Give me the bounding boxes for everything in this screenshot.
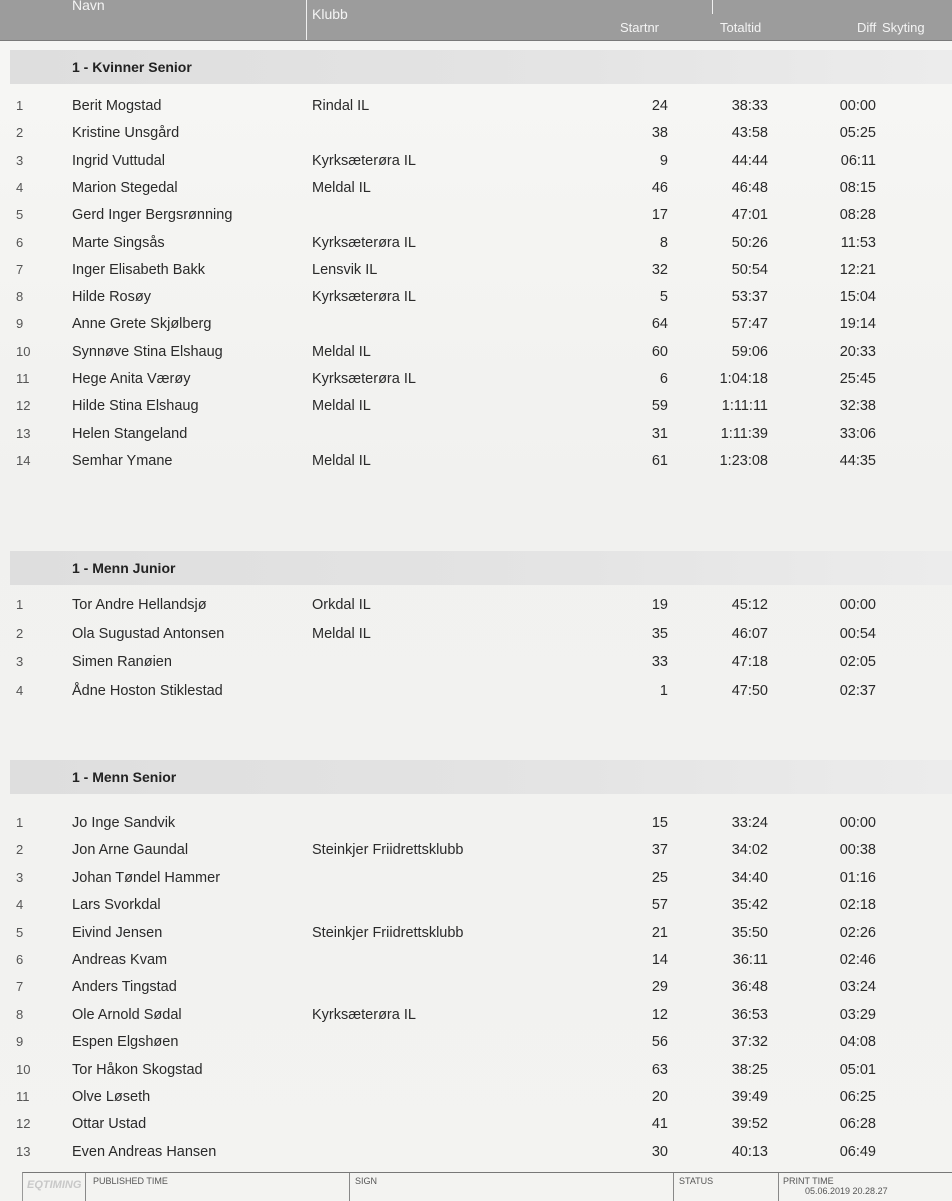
start-number: 29: [651, 979, 668, 996]
time-diff: 05:25: [839, 125, 876, 142]
start-number: 6: [659, 371, 668, 387]
athlete-name: Semhar Ymane: [72, 452, 173, 469]
column-header-name: Navn: [72, 0, 105, 13]
start-number: 41: [651, 1116, 668, 1133]
status-label: STATUS: [679, 1176, 714, 1186]
start-number: 63: [651, 1061, 668, 1078]
time-diff: 25:45: [839, 371, 876, 387]
total-time: 36:53: [731, 1006, 768, 1023]
rank-cell: 4: [16, 682, 24, 698]
club-name: Meldal IL: [312, 179, 371, 196]
result-row: [0, 870, 952, 896]
total-time: 47:50: [731, 682, 768, 699]
total-time: 57:47: [731, 316, 768, 333]
start-number: 59: [651, 398, 668, 415]
total-time: 46:07: [731, 625, 768, 642]
total-time: 50:26: [731, 234, 768, 251]
column-header-diff: Diff: [857, 20, 877, 35]
result-row: [0, 1062, 952, 1088]
start-number: 15: [651, 815, 668, 831]
rank-cell: 3: [16, 869, 24, 885]
athlete-name: Andreas Kvam: [72, 952, 168, 968]
club-name: Meldal IL: [312, 343, 371, 360]
rank-cell: 1: [16, 597, 24, 612]
start-number: 60: [651, 343, 668, 360]
section-title: 1 - Menn Junior: [72, 560, 176, 576]
result-row: [0, 398, 952, 424]
time-diff: 00:00: [839, 98, 876, 114]
athlete-name: Espen Elgshøen: [72, 1034, 179, 1051]
club-name: Kyrksæterøra IL: [312, 234, 416, 251]
result-row: [0, 344, 952, 370]
footer-divider: [349, 1173, 350, 1201]
rank-cell: 8: [16, 1006, 24, 1022]
time-diff: 02:37: [839, 682, 876, 699]
total-time: 1:11:39: [720, 425, 768, 442]
total-time: 34:02: [731, 842, 768, 859]
athlete-name: Anne Grete Skjølberg: [72, 316, 212, 333]
result-row: [0, 1007, 952, 1033]
start-number: 56: [651, 1034, 668, 1051]
report-footer: [22, 1172, 952, 1201]
eqtiming-logo: EQTIMING: [27, 1179, 82, 1191]
club-name: Meldal IL: [312, 398, 371, 415]
start-number: 12: [651, 1006, 668, 1023]
result-row: [0, 626, 952, 652]
start-number: 35: [651, 625, 668, 642]
rank-cell: 13: [16, 425, 31, 441]
footer-divider: [778, 1173, 779, 1201]
column-header-bar: [0, 0, 952, 41]
time-diff: 02:05: [839, 654, 876, 670]
result-row: [0, 289, 952, 315]
athlete-name: Hilde Stina Elshaug: [72, 398, 199, 415]
time-diff: 02:46: [839, 952, 876, 968]
footer-divider: [85, 1173, 86, 1201]
column-header-skyting: Skyting: [882, 20, 925, 35]
rank-cell: 14: [16, 452, 31, 468]
start-number: 24: [651, 98, 668, 114]
result-row: [0, 125, 952, 151]
header-divider: [712, 0, 713, 14]
total-time: 39:52: [731, 1116, 768, 1133]
time-diff: 02:26: [839, 924, 876, 941]
header-divider: [306, 0, 307, 40]
start-number: 8: [659, 234, 668, 251]
total-time: 46:48: [731, 179, 768, 196]
result-row: [0, 316, 952, 342]
rank-cell: 1: [16, 98, 24, 113]
total-time: 35:50: [731, 924, 768, 941]
result-row: [0, 683, 952, 709]
rank-cell: 2: [16, 842, 24, 858]
time-diff: 03:29: [839, 1006, 876, 1023]
result-row: [0, 453, 952, 479]
total-time: 36:11: [732, 952, 768, 968]
time-diff: 04:08: [839, 1034, 876, 1051]
print-time-value: 05.06.2019 20.28.27: [805, 1186, 888, 1196]
rank-cell: 7: [16, 979, 24, 995]
total-time: 38:33: [731, 98, 768, 114]
footer-divider: [673, 1173, 674, 1201]
time-diff: 03:24: [839, 979, 876, 996]
start-number: 20: [651, 1089, 668, 1105]
result-row: [0, 1034, 952, 1060]
athlete-name: Jon Arne Gaundal: [72, 842, 189, 859]
athlete-name: Inger Elisabeth Bakk: [72, 261, 205, 278]
athlete-name: Simen Ranøien: [72, 654, 172, 670]
result-row: [0, 979, 952, 1005]
section-header: [10, 50, 952, 84]
time-diff: 11:53: [840, 234, 876, 251]
start-number: 25: [651, 869, 668, 886]
result-row: [0, 1116, 952, 1142]
rank-cell: 6: [16, 952, 24, 967]
rank-cell: 7: [16, 261, 24, 277]
rank-cell: 2: [16, 125, 24, 141]
start-number: 32: [651, 261, 668, 278]
club-name: Meldal IL: [312, 625, 371, 642]
time-diff: 19:14: [839, 316, 876, 333]
rank-cell: 6: [16, 234, 24, 250]
start-number: 9: [659, 152, 668, 169]
rank-cell: 3: [16, 152, 24, 168]
club-name: Rindal IL: [312, 98, 370, 114]
total-time: 33:24: [731, 815, 768, 831]
time-diff: 00:38: [839, 842, 876, 859]
time-diff: 08:15: [839, 179, 876, 196]
athlete-name: Jo Inge Sandvik: [72, 815, 176, 831]
section-title: 1 - Menn Senior: [72, 769, 177, 785]
print-time-label: PRINT TIME: [783, 1176, 834, 1186]
athlete-name: Marion Stegedal: [72, 179, 178, 196]
time-diff: 32:38: [839, 398, 876, 415]
rank-cell: 4: [16, 179, 24, 195]
athlete-name: Gerd Inger Bergsrønning: [72, 207, 233, 224]
section-header: [10, 551, 952, 585]
time-diff: 33:06: [839, 425, 876, 442]
rank-cell: 4: [16, 897, 24, 913]
club-name: Kyrksæterøra IL: [312, 1006, 416, 1023]
athlete-name: Ola Sugustad Antonsen: [72, 625, 225, 642]
result-row: [0, 952, 952, 978]
start-number: 33: [651, 654, 668, 670]
rank-cell: 5: [16, 207, 24, 223]
time-diff: 08:28: [839, 207, 876, 224]
club-name: Kyrksæterøra IL: [312, 152, 416, 169]
total-time: 36:48: [731, 979, 768, 996]
start-number: 30: [651, 1143, 668, 1160]
section-title: 1 - Kvinner Senior: [72, 59, 192, 75]
athlete-name: Marte Singsås: [72, 234, 165, 251]
time-diff: 44:35: [839, 452, 876, 469]
total-time: 1:04:18: [719, 371, 768, 387]
athlete-name: Lars Svorkdal: [72, 897, 161, 914]
time-diff: 15:04: [839, 289, 876, 306]
club-name: Lensvik IL: [312, 261, 378, 278]
time-diff: 00:00: [839, 597, 876, 613]
column-header-totaltid: Totaltid: [720, 20, 762, 35]
rank-cell: 12: [16, 1116, 31, 1132]
athlete-name: Anders Tingstad: [72, 979, 177, 996]
athlete-name: Hege Anita Værøy: [72, 371, 191, 387]
rank-cell: 11: [16, 1089, 30, 1104]
total-time: 43:58: [731, 125, 768, 142]
athlete-name: Ole Arnold Sødal: [72, 1006, 182, 1023]
section-header: [10, 760, 952, 794]
athlete-name: Synnøve Stina Elshaug: [72, 343, 223, 360]
result-row: [0, 235, 952, 261]
time-diff: 00:00: [839, 815, 876, 831]
total-time: 1:23:08: [719, 452, 768, 469]
total-time: 34:40: [731, 869, 768, 886]
result-row: [0, 897, 952, 923]
club-name: Kyrksæterøra IL: [312, 371, 416, 387]
start-number: 5: [659, 289, 668, 306]
total-time: 45:12: [731, 597, 768, 613]
sign-label: SIGN: [355, 1176, 378, 1186]
result-row: [0, 426, 952, 452]
start-number: 38: [651, 125, 668, 142]
rank-cell: 11: [16, 371, 30, 386]
rank-cell: 10: [16, 1061, 31, 1077]
result-row: [0, 153, 952, 179]
rank-cell: 5: [16, 924, 24, 940]
rank-cell: 9: [16, 316, 24, 332]
total-time: 35:42: [731, 897, 768, 914]
total-time: 47:01: [731, 207, 768, 224]
athlete-name: Helen Stangeland: [72, 425, 188, 442]
athlete-name: Ingrid Vuttudal: [72, 152, 165, 169]
athlete-name: Ottar Ustad: [72, 1116, 147, 1133]
rank-cell: 2: [16, 625, 24, 641]
result-row: [0, 654, 952, 680]
total-time: 50:54: [731, 261, 768, 278]
athlete-name: Eivind Jensen: [72, 924, 163, 941]
rank-cell: 9: [16, 1034, 24, 1050]
start-number: 21: [651, 924, 668, 941]
athlete-name: Tor Andre Hellandsjø: [72, 597, 207, 613]
club-name: Orkdal IL: [312, 597, 371, 613]
result-row: [0, 1089, 952, 1115]
athlete-name: Even Andreas Hansen: [72, 1143, 217, 1160]
total-time: 40:13: [731, 1143, 768, 1160]
result-row: [0, 925, 952, 951]
start-number: 14: [651, 952, 668, 968]
time-diff: 06:49: [839, 1143, 876, 1160]
athlete-name: Johan Tøndel Hammer: [72, 869, 221, 886]
athlete-name: Berit Mogstad: [72, 98, 162, 114]
total-time: 1:11:11: [721, 398, 768, 415]
total-time: 59:06: [731, 343, 768, 360]
start-number: 61: [651, 452, 668, 469]
rank-cell: 13: [16, 1143, 31, 1159]
time-diff: 20:33: [839, 343, 876, 360]
start-number: 17: [651, 207, 668, 224]
club-name: Steinkjer Friidrettsklubb: [312, 842, 464, 859]
result-row: [0, 597, 952, 623]
start-number: 1: [659, 682, 668, 699]
rank-cell: 8: [16, 289, 24, 305]
athlete-name: Kristine Unsgård: [72, 125, 180, 142]
time-diff: 00:54: [839, 625, 876, 642]
total-time: 53:37: [731, 289, 768, 306]
result-row: [0, 1144, 952, 1170]
time-diff: 06:28: [839, 1116, 876, 1133]
time-diff: 12:21: [839, 261, 876, 278]
total-time: 38:25: [731, 1061, 768, 1078]
athlete-name: Tor Håkon Skogstad: [72, 1061, 203, 1078]
time-diff: 01:16: [839, 869, 876, 886]
total-time: 44:44: [731, 152, 768, 169]
published-time-label: PUBLISHED TIME: [93, 1176, 168, 1186]
rank-cell: 10: [16, 343, 31, 359]
start-number: 37: [651, 842, 668, 859]
result-row: [0, 371, 952, 397]
time-diff: 06:25: [839, 1089, 876, 1105]
athlete-name: Olve Løseth: [72, 1089, 151, 1105]
result-row: [0, 842, 952, 868]
start-number: 57: [651, 897, 668, 914]
column-header-startnr: Startnr: [620, 20, 660, 35]
start-number: 64: [651, 316, 668, 333]
rank-cell: 12: [16, 398, 31, 414]
time-diff: 05:01: [839, 1061, 876, 1078]
total-time: 47:18: [731, 654, 768, 670]
athlete-name: Ådne Hoston Stiklestad: [72, 682, 223, 699]
total-time: 39:49: [731, 1089, 768, 1105]
time-diff: 02:18: [839, 897, 876, 914]
result-row: [0, 262, 952, 288]
start-number: 46: [651, 179, 668, 196]
club-name: Kyrksæterøra IL: [312, 289, 416, 306]
time-diff: 06:11: [840, 152, 876, 169]
start-number: 31: [651, 425, 668, 442]
rank-cell: 3: [16, 654, 24, 669]
club-name: Meldal IL: [312, 452, 371, 469]
result-row: [0, 180, 952, 206]
club-name: Steinkjer Friidrettsklubb: [312, 924, 464, 941]
result-row: [0, 98, 952, 124]
athlete-name: Hilde Rosøy: [72, 289, 151, 306]
result-row: [0, 207, 952, 233]
start-number: 19: [651, 597, 668, 613]
total-time: 37:32: [731, 1034, 768, 1051]
result-row: [0, 815, 952, 841]
column-header-club: Klubb: [312, 6, 348, 22]
rank-cell: 1: [16, 815, 24, 830]
